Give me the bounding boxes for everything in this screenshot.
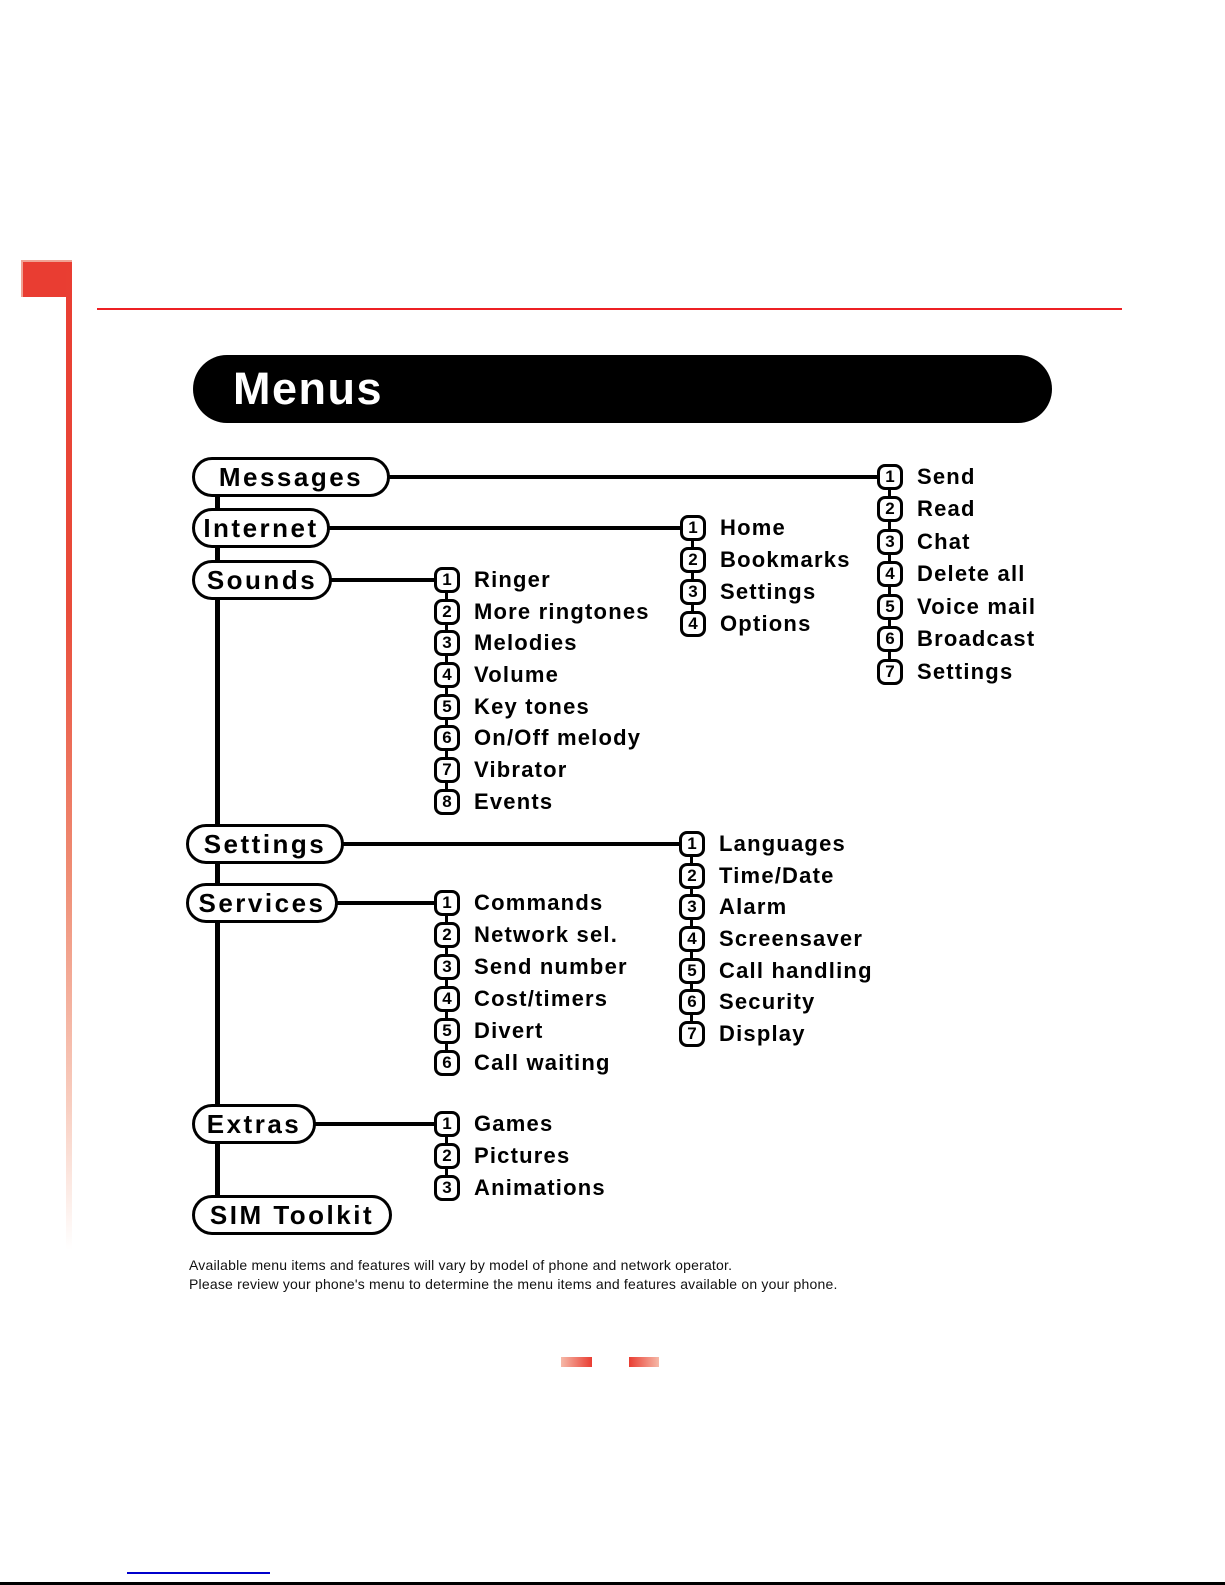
item-number-badge: 2 (434, 922, 460, 948)
footer-note (189, 1256, 949, 1294)
menu-item (877, 529, 971, 555)
item-label: Animations (474, 1175, 606, 1200)
menu-item (434, 694, 590, 720)
menu-item (434, 757, 568, 783)
menu-item (679, 863, 835, 889)
page-number-mark-right (629, 1357, 659, 1367)
menu-item (680, 579, 816, 605)
menu-item (877, 561, 1026, 587)
menu-item (679, 1021, 806, 1047)
item-number-badge: 6 (434, 725, 460, 751)
item-number-badge: 2 (680, 547, 706, 573)
menu-item (434, 789, 553, 815)
red-gradient-bar (66, 262, 72, 1250)
menu-item (434, 1111, 553, 1137)
item-number-badge: 5 (434, 694, 460, 720)
item-label: Call waiting (474, 1050, 611, 1075)
item-number-badge: 2 (434, 599, 460, 625)
item-number-badge: 4 (680, 611, 706, 637)
item-number-badge: 5 (877, 594, 903, 620)
menu-pill-settings: Settings (186, 824, 344, 864)
menu-pill-internet: Internet (192, 508, 330, 548)
item-label: Security (719, 989, 816, 1014)
item-number-badge: 3 (679, 894, 705, 920)
menu-item (679, 989, 815, 1015)
menus-title-bar (193, 355, 1052, 423)
menu-item (434, 630, 578, 656)
item-number-badge: 6 (434, 1050, 460, 1076)
item-number-badge: 2 (877, 496, 903, 522)
item-number-badge: 1 (434, 890, 460, 916)
item-label: Melodies (474, 630, 578, 655)
item-label: Call handling (719, 958, 873, 983)
menu-item (434, 890, 603, 916)
menu-item (680, 611, 812, 637)
item-label: Time/Date (719, 863, 835, 888)
item-label: Vibrator (474, 757, 568, 782)
item-number-badge: 1 (679, 831, 705, 857)
item-label: Games (474, 1111, 554, 1136)
footer-note-line1: Available menu items and features will vary by model of phone and network operator. (189, 1257, 733, 1273)
footer-link-underline[interactable] (127, 1572, 270, 1574)
menu-item (680, 547, 851, 573)
item-label: Pictures (474, 1143, 571, 1168)
item-label: Broadcast (917, 626, 1036, 651)
item-label: Read (917, 496, 976, 521)
menu-pill-extras: Extras (192, 1104, 316, 1144)
item-number-badge: 3 (877, 529, 903, 555)
tree-connector-vertical (215, 597, 220, 827)
item-label: Bookmarks (720, 547, 851, 572)
item-label: Ringer (474, 567, 551, 592)
menu-item (877, 626, 1035, 652)
item-label: Settings (917, 659, 1014, 684)
tree-connector-horizontal (312, 1122, 436, 1126)
tree-connector-horizontal (328, 578, 436, 582)
tree-connector-vertical (215, 920, 220, 1107)
item-label: More ringtones (474, 599, 650, 624)
item-label: Chat (917, 529, 971, 554)
item-number-badge: 7 (434, 757, 460, 783)
item-number-badge: 4 (877, 561, 903, 587)
item-number-badge: 1 (877, 464, 903, 490)
submenu-chain-line (691, 528, 694, 624)
item-number-badge: 5 (679, 958, 705, 984)
item-label: Options (720, 611, 812, 636)
item-number-badge: 1 (434, 1111, 460, 1137)
menu-item (679, 894, 787, 920)
menu-pill-services: Services (186, 883, 338, 923)
item-number-badge: 5 (434, 1018, 460, 1044)
footer-note-line2: Please review your phone's menu to determine the menu items and features available on your phone. (189, 1276, 838, 1292)
menu-item (877, 464, 976, 490)
item-number-badge: 4 (434, 662, 460, 688)
menu-item (434, 922, 618, 948)
item-label: Display (719, 1021, 806, 1046)
menu-item (679, 958, 873, 984)
menu-pill-sounds: Sounds (192, 560, 332, 600)
page-number-mark-left (561, 1357, 592, 1367)
menu-item (434, 725, 641, 751)
menu-item (434, 986, 608, 1012)
item-label: Voice mail (917, 594, 1037, 619)
red-rule-line (97, 308, 1122, 310)
menu-item (434, 662, 559, 688)
item-number-badge: 6 (877, 626, 903, 652)
page-title: Menus (233, 363, 384, 414)
tree-connector-horizontal (340, 842, 681, 846)
item-label: Alarm (719, 894, 788, 919)
menu-item (434, 1143, 570, 1169)
menu-item (434, 1175, 606, 1201)
menu-item (877, 659, 1013, 685)
item-label: Cost/timers (474, 986, 609, 1011)
item-number-badge: 3 (434, 630, 460, 656)
item-number-badge: 4 (679, 926, 705, 952)
tree-connector-horizontal (334, 901, 436, 905)
item-label: Network sel. (474, 922, 619, 947)
item-label: Volume (474, 662, 560, 687)
menu-item (434, 954, 628, 980)
item-number-badge: 4 (434, 986, 460, 1012)
item-number-badge: 3 (434, 954, 460, 980)
item-number-badge: 7 (877, 659, 903, 685)
menu-item (877, 594, 1036, 620)
item-number-badge: 8 (434, 789, 460, 815)
item-label: Settings (720, 579, 817, 604)
tree-connector-horizontal (386, 475, 880, 479)
item-label: Key tones (474, 694, 590, 719)
item-label: Delete all (917, 561, 1026, 586)
menu-item (434, 1018, 544, 1044)
menu-item (679, 831, 846, 857)
tree-connector-vertical (215, 1141, 220, 1198)
item-number-badge: 6 (679, 989, 705, 1015)
item-number-badge: 7 (679, 1021, 705, 1047)
menu-item (434, 599, 650, 625)
red-corner-block (21, 260, 72, 297)
item-label: Screensaver (719, 926, 864, 951)
item-number-badge: 3 (434, 1175, 460, 1201)
menu-item (680, 515, 786, 541)
item-label: Languages (719, 831, 846, 856)
item-label: Send number (474, 954, 628, 979)
menu-item (434, 1050, 611, 1076)
menu-pill-messages: Messages (192, 457, 390, 497)
item-number-badge: 2 (434, 1143, 460, 1169)
item-label: Commands (474, 890, 604, 915)
item-number-badge: 2 (679, 863, 705, 889)
item-number-badge: 3 (680, 579, 706, 605)
menu-item (877, 496, 976, 522)
menu-pill-sim-toolkit: SIM Toolkit (192, 1195, 392, 1235)
item-label: Send (917, 464, 976, 489)
item-number-badge: 1 (434, 567, 460, 593)
item-label: Events (474, 789, 554, 814)
item-number-badge: 1 (680, 515, 706, 541)
item-label: On/Off melody (474, 725, 642, 750)
menu-item (434, 567, 551, 593)
menu-item (679, 926, 863, 952)
item-label: Divert (474, 1018, 544, 1043)
tree-connector-horizontal (326, 526, 682, 530)
item-label: Home (720, 515, 786, 540)
